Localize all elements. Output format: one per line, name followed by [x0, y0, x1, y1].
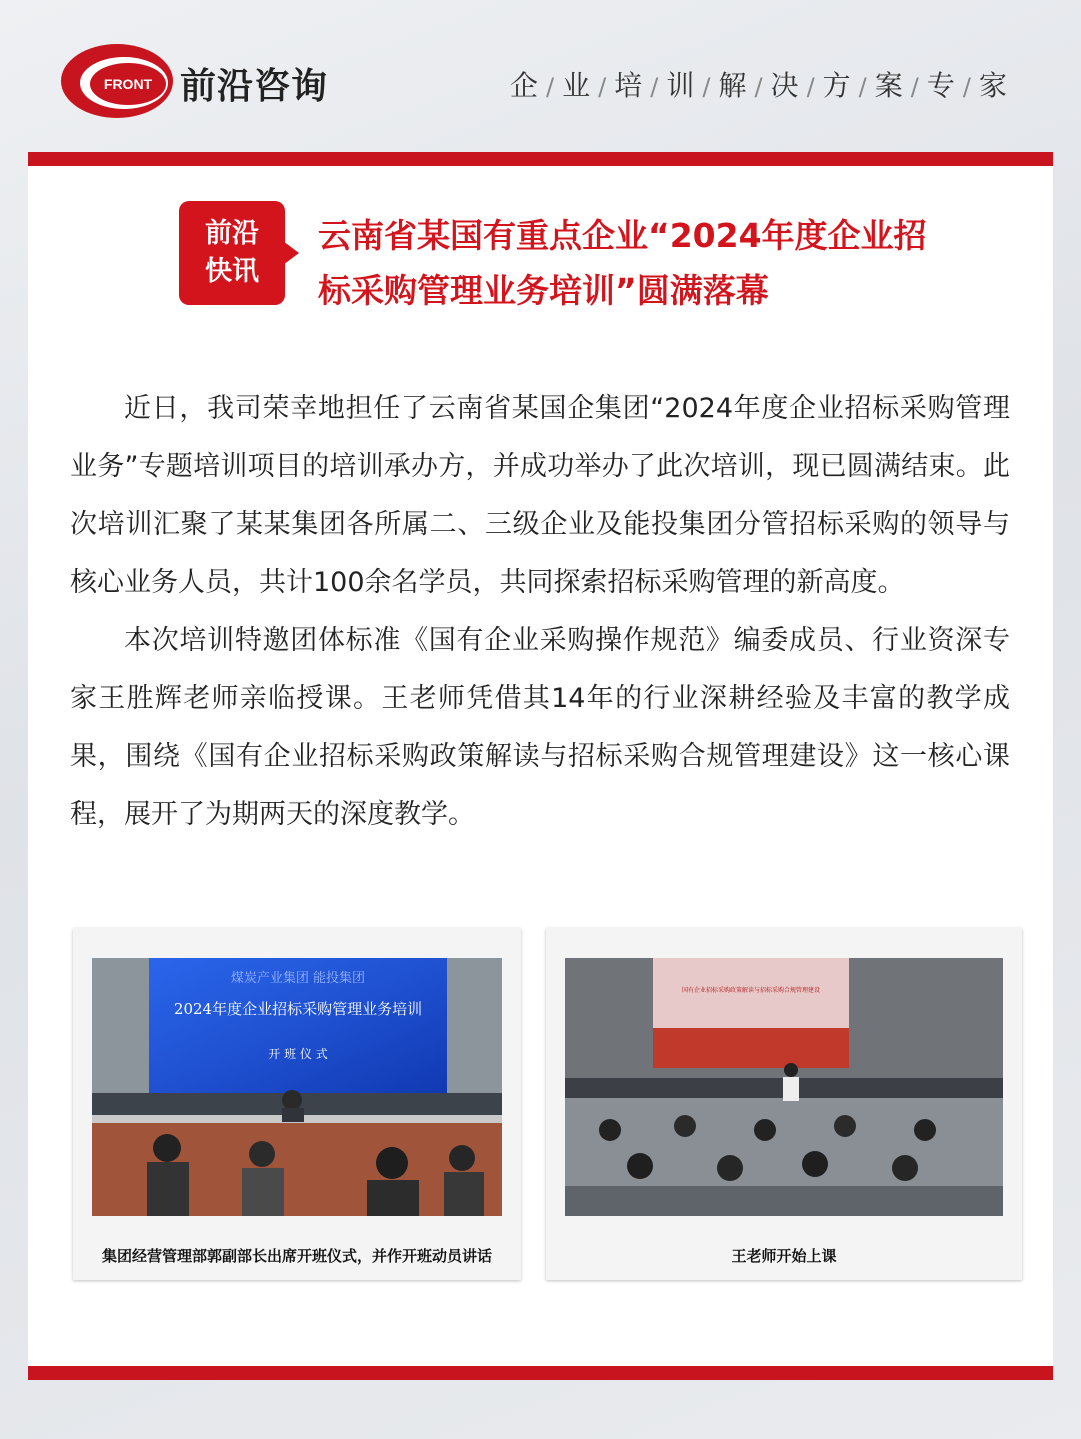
- page-header: [0, 0, 1081, 150]
- brand-name: 前沿咨询: [180, 66, 329, 107]
- top-red-bar: [28, 152, 1053, 166]
- opening-ceremony-photo: [92, 958, 502, 1216]
- screen-line-2: 2024年度企业招标采购管理业务培训: [173, 1000, 423, 1018]
- lecture-screen-text: 国有企业招标采购政策解读与招标采购合规管理建设: [681, 987, 821, 994]
- screen-line-3: 开 班 仪 式: [268, 1047, 328, 1061]
- badge-line-2: 快讯: [205, 256, 259, 287]
- article-card: [28, 152, 1053, 1380]
- logo-text: FRONT: [103, 76, 153, 92]
- title-line-1: 云南省某国有重点企业“2024年度企业招: [318, 216, 927, 255]
- photo-caption-opening: 集团经营管理部郭副部长出席开班仪式，并作开班动员讲话: [101, 1247, 492, 1265]
- front-logo-icon: [58, 40, 176, 122]
- news-badge: [179, 201, 285, 305]
- photo-card-lecture: [546, 928, 1022, 1280]
- badge-line-1: 前沿: [205, 218, 259, 249]
- badge-pointer: [283, 241, 299, 265]
- article-title: [318, 208, 1018, 318]
- photo-card-opening: [73, 928, 521, 1280]
- photo-caption-lecture: 王老师开始上课: [731, 1247, 837, 1265]
- screen-line-1: 煤炭产业集团 能投集团: [230, 971, 366, 986]
- paragraph-1: 近日，我司荣幸地担任了云南省某国企集团“2024年度企业招标采购管理业务”专题培训项目的培训承办方，并成功举办了此次培训，现已圆满结束。此次培训汇聚了某某集团各所属二、三级企业及能投集团分管招标采购的领导与核心业务人员，共计100余名学员，共同探索招标采购管理的新高度。: [70, 393, 1010, 598]
- bottom-red-bar: [28, 1366, 1053, 1380]
- lecture-photo: [565, 958, 1003, 1216]
- paragraph-2: 本次培训特邀团体标准《国有企业采购操作规范》编委成员、行业资深专家王胜辉老师亲临授课。王老师凭借其14年的行业深耕经验及丰富的教学成果，围绕《国有企业招标采购政策解读与招标采购合规管理建设》这一核心课程，展开了为期两天的深度教学。: [70, 625, 1010, 830]
- tagline: 企 / 业 / 培 / 训 / 解 / 决 / 方 / 案 / 专 / 家: [510, 69, 1009, 102]
- article-body: [70, 380, 1010, 844]
- title-line-2: 标采购管理业务培训”圆满落幕: [318, 271, 769, 310]
